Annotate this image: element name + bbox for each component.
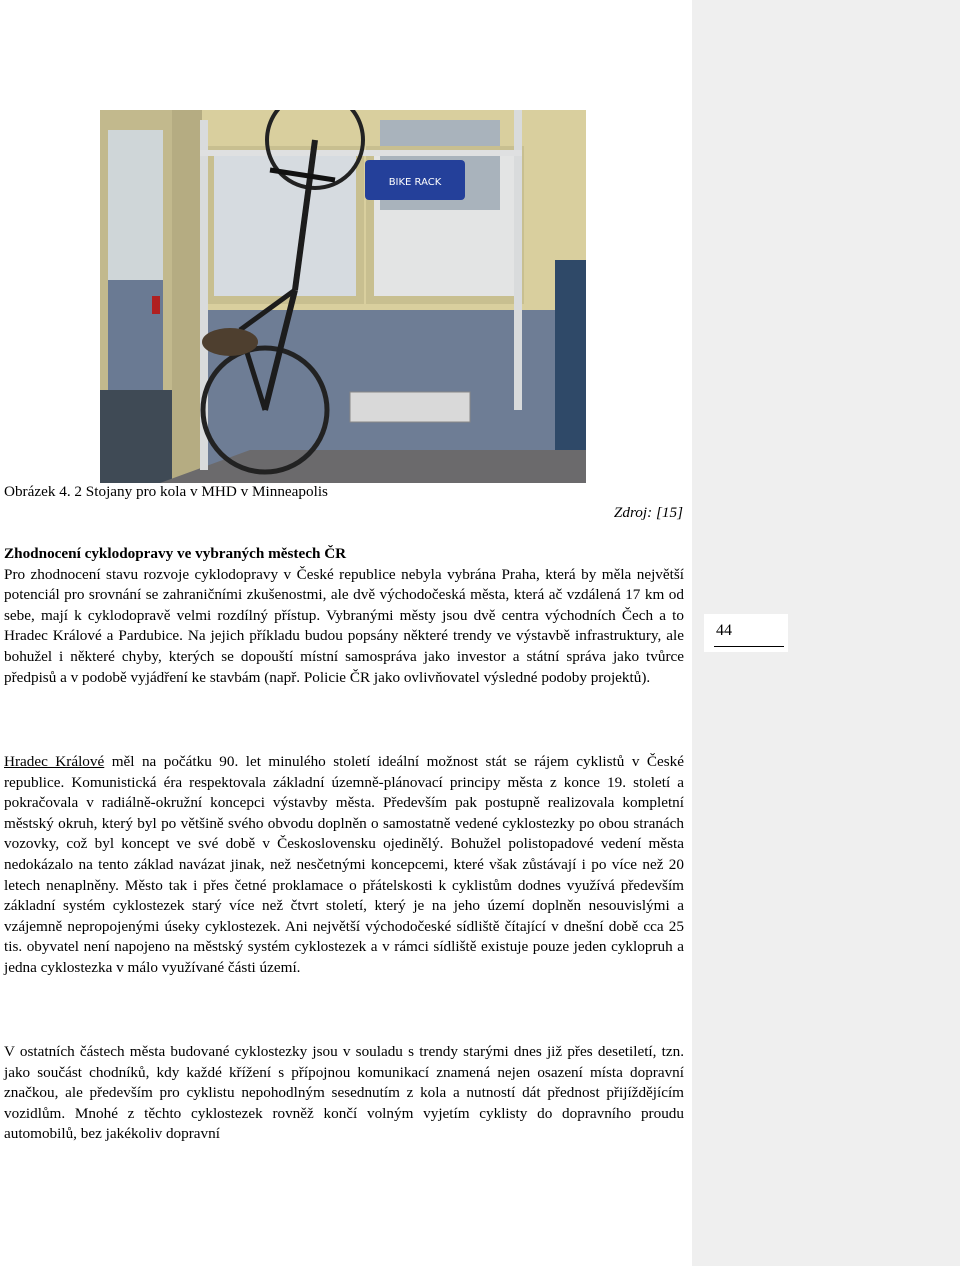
paragraph-3-text: V ostatních částech města budované cyklostezky jsou v souladu s trendy starými dnes již přes desetiletí, tzn. jako součást chodníků, kdy každé křížení s přípojnou komunikací znamená nejen osazení místa dopravní značkou, ale především pro cyklistu nepohodlným sesednutím z kola a nutností dát přednost přijíždějícím vozidlům. Mnohé z těchto cyklostezek rovněž končí volným vyjetím cyklisty do dopravního proudu automobilů, bez jakékoliv dopravní (4, 1043, 684, 1143)
paragraph-lead-city: Hradec Králové (4, 753, 105, 770)
section-paragraph-1: Pro zhodnocení stavu rozvoje cyklodopravy v České republice nebyla vybrána Praha, která by měla největší potenciál pro srovnání se zahraničními zkušenostmi, ale dvě východočeská města, která ač vzdálená 17 km od sebe, mají k cyklodopravě velmi rozdílný přístup. Vybranými městy jsou dvě centra východních Čech a to Hradec Králové a Pardubice. Na jejich příkladu budou popsány některé trendy ve výstavbě infrastruktury, ale bohužel i některé chyby, kterých se dopouští místní samospráva jako investor a státní správa jako tvůrce předpisů a v podobě vyjádření ke stavbám (např. Policie ČR jako ovlivňovatel výsledné podoby projektů). (4, 565, 684, 686)
page-number-underline (714, 646, 784, 647)
page-number-box (704, 614, 788, 652)
figure-caption: Obrázek 4. 2 Stojany pro kola v MHD v Minneapolis (4, 483, 328, 500)
section-block (4, 544, 684, 688)
paragraph-hradec-kralove (4, 752, 684, 979)
paragraph-other-parts (4, 1042, 684, 1145)
bike-rack-sign-text: BIKE RACK (388, 177, 442, 188)
paragraph-2-text: měl na počátku 90. let minulého století ideální možnost stát se rájem cyklistů v České republice. Komunistická éra respektovala základní územně-plánovací principy města z konce 19. století a pokračovala v radiálně-okružní koncepci výstavby města. Především pak postupně realizovala kompletní městský okruh, který byl po většině svého obvodu doplněn o samostatně vedené cyklostezky po obou stranách vozovky, což byl koncept ve své době v Československu ojedinělý. Bohužel polistopadové vedení města nedokázalo na tento základ navázat jinak, než nesčetnými koncepcemi, které však zůstávají i po více než 20 letech nenaplněny. Město tak i přes četné proklamace o přátelskosti k cyklistům dodnes využívá především základní systém cyklostezek starý více než čtvrt století, který je na jeho území doplněn nesouvislými a vzájemně nepropojenými úseky cyklostezek. Ani největší východočeské sídliště čítající v dnešní době cca 25 tis. obyvatel není napojeno na městský systém cyklostezek a v rámci sídliště existuje pouze jeden cyklopruh a jedna cyklostezka v málo využívané části území. (4, 753, 685, 976)
tram-interior-illustration (100, 110, 586, 483)
figure-photo-bike-rack (100, 110, 586, 483)
page-number: 44 (716, 622, 732, 639)
figure-source: Zdroj: [15] (613, 504, 683, 521)
section-heading: Zhodnocení cyklodopravy ve vybraných městech ČR (4, 545, 347, 562)
